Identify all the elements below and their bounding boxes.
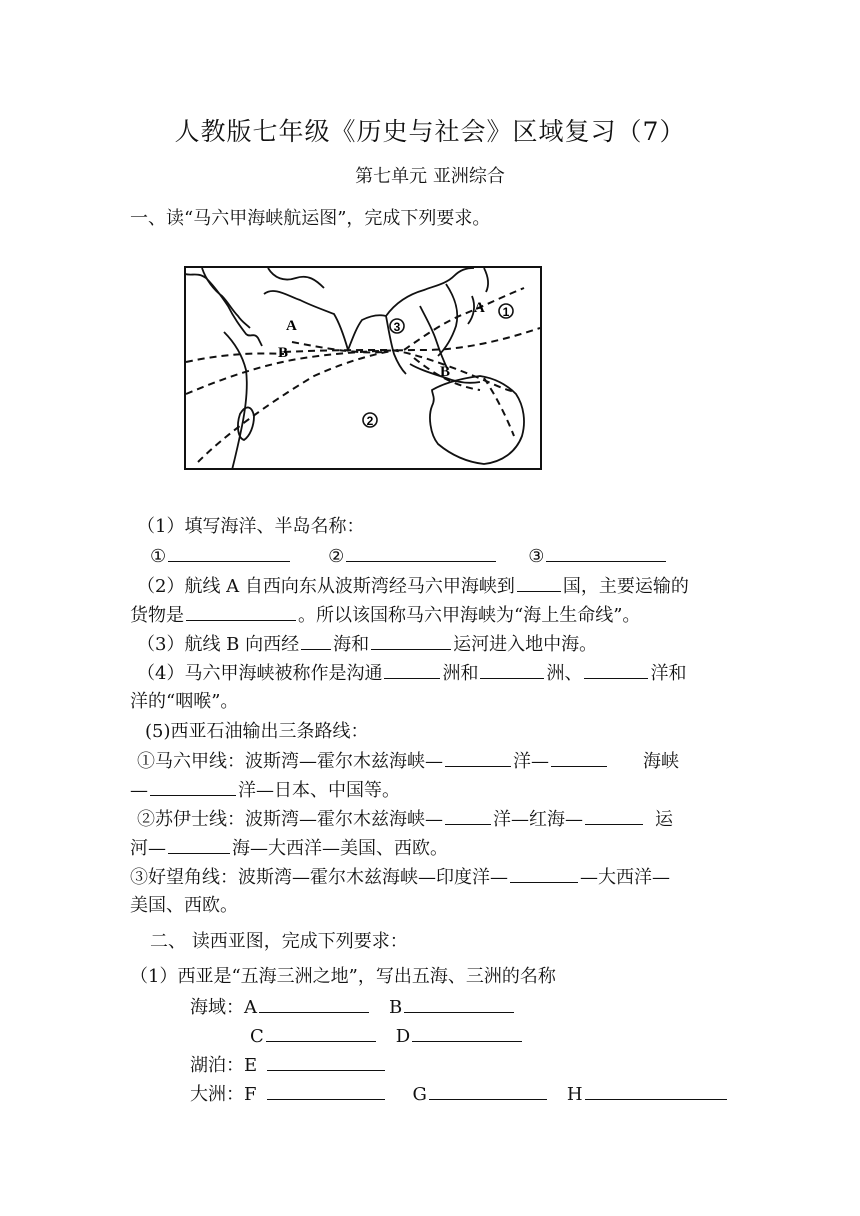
q1-part3: （3）航线 B 向西经 海和 运河进入地中海。	[137, 631, 597, 658]
q1-part5: (5)西亚石油输出三条路线：	[145, 721, 369, 742]
route2-line2: 河— 海—大西洋—美国、西欧。	[130, 835, 448, 862]
malacca-shipping-map	[184, 266, 542, 470]
q1-part2-line1: （2）航线 A 自西向东从波斯湾经马六甲海峡到 国，主要运输的	[137, 573, 689, 600]
route3-line1: ③好望角线：波斯湾—霍尔木兹海峡—印度洋— —大西洋—	[130, 864, 670, 891]
q1-part1: （1）填写海洋、半岛名称：	[137, 516, 365, 537]
blank-continent-g[interactable]	[429, 1081, 547, 1100]
map-marker-2: 2	[366, 414, 374, 428]
route1-line2: — 洋—日本、中国等。	[130, 777, 400, 804]
blank-cargo[interactable]	[186, 602, 296, 621]
blank-r2-ocean[interactable]	[445, 806, 491, 825]
page-title: 人教版七年级《历史与社会》区域复习（7）	[174, 117, 686, 146]
route3-line2: 美国、西欧。	[130, 895, 238, 916]
blank-r2-sea[interactable]	[168, 835, 230, 854]
blank-r3-cape[interactable]	[510, 864, 578, 883]
question-1-prompt: 一、读“马六甲海峡航运图”，完成下列要求。	[130, 208, 491, 229]
blank-continent-f[interactable]	[267, 1081, 385, 1100]
blank-r1-ocean2[interactable]	[150, 777, 236, 796]
blank-sea-b[interactable]	[404, 994, 514, 1013]
q2-continent-row: 大洲：F G H	[190, 1081, 729, 1108]
blank-peninsula-3[interactable]	[546, 543, 666, 562]
q1-part4-line1: （4）马六甲海峡被称作是沟通 洲和 洲、 洋和	[137, 660, 686, 687]
question-2-prompt: 二、 读西亚图，完成下列要求：	[150, 931, 408, 952]
blank-continent-2[interactable]	[480, 660, 544, 679]
q1-part1-answers: ① ② ③	[150, 543, 668, 570]
blank-sea[interactable]	[301, 631, 331, 650]
blank-sea-a[interactable]	[259, 994, 369, 1013]
map-label-route-a-east: A	[474, 300, 485, 316]
map-label-route-b-west: B	[278, 345, 289, 361]
q2-seas-row2: C D	[250, 1023, 524, 1050]
q2-part1: （1）西亚是“五海三洲之地”，写出五海、三洲的名称	[130, 966, 556, 987]
unit-subtitle: 第七单元 亚洲综合	[355, 166, 505, 187]
q2-seas-row1: 海域：A B	[190, 994, 516, 1021]
blank-sea-c[interactable]	[266, 1023, 376, 1042]
map-frame	[185, 267, 541, 469]
map-label-route-b-east: B	[440, 364, 451, 380]
blank-country[interactable]	[517, 573, 561, 592]
blank-canal[interactable]	[371, 631, 451, 650]
blank-continent-1[interactable]	[384, 660, 440, 679]
blank-continent-h[interactable]	[585, 1081, 727, 1100]
blank-ocean-2[interactable]	[346, 543, 496, 562]
map-marker-3: 3	[393, 320, 401, 334]
route1-line1: ①马六甲线：波斯湾—霍尔木兹海峡— 洋— 海峡	[137, 748, 679, 775]
blank-r2-canal[interactable]	[585, 806, 643, 825]
blank-ocean-a[interactable]	[584, 660, 648, 679]
blank-r1-strait[interactable]	[551, 748, 607, 767]
blank-sea-d[interactable]	[412, 1023, 522, 1042]
route2-line1: ②苏伊士线：波斯湾—霍尔木兹海峡— 洋—红海— 运	[137, 806, 673, 833]
map-marker-1: 1	[502, 305, 510, 319]
blank-r1-ocean[interactable]	[445, 748, 511, 767]
q1-part2-line2: 货物是 。所以该国称马六甲海峡为“海上生命线”。	[130, 602, 640, 629]
q1-part4-line2: 洋的“咽喉”。	[130, 691, 239, 712]
blank-lake-e[interactable]	[267, 1052, 385, 1071]
blank-ocean-1[interactable]	[168, 543, 290, 562]
q2-lake-row: 湖泊：E	[190, 1052, 387, 1079]
map-label-route-a-west: A	[286, 318, 297, 334]
